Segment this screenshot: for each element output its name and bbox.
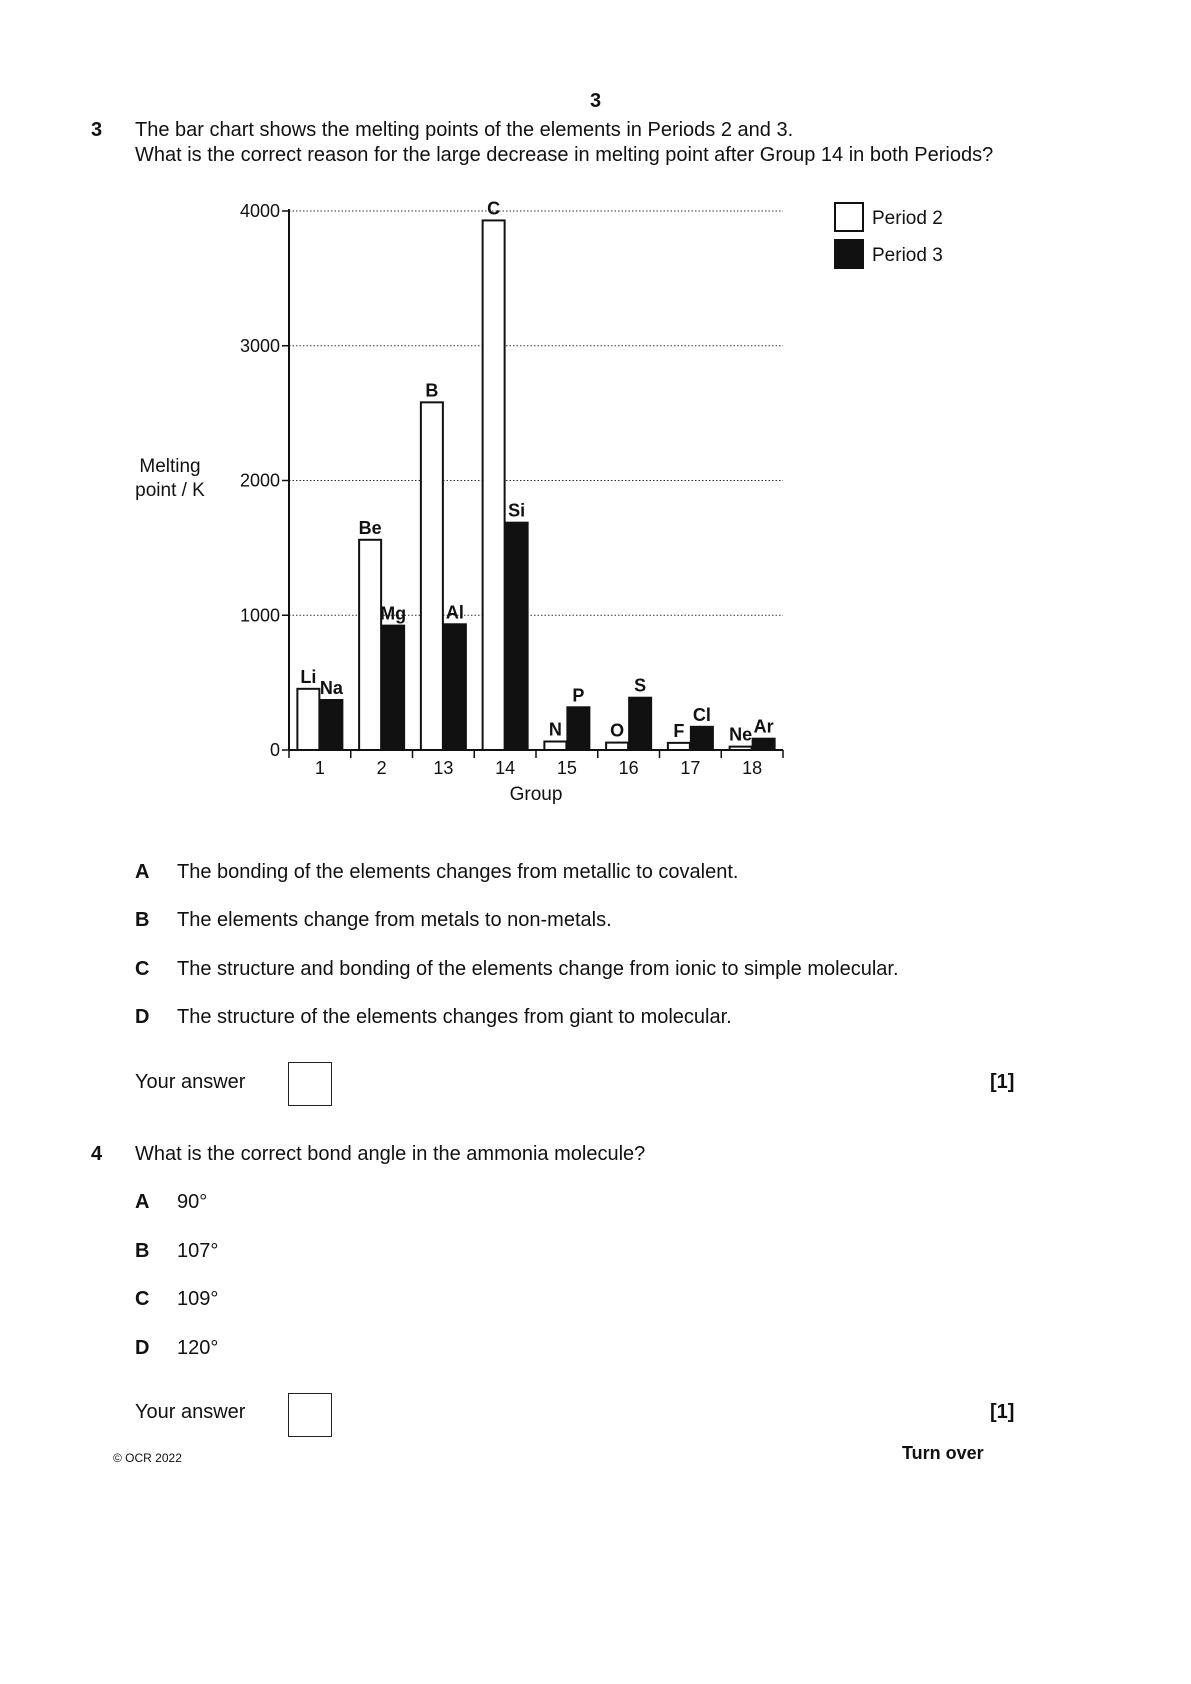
q4-option-a[interactable]	[135, 1191, 149, 1214]
bar-label-c: C	[487, 198, 501, 219]
bar-label-si: Si	[508, 500, 526, 521]
x-tick-label-group-2: 2	[376, 758, 387, 778]
q3-option-a-letter: A	[135, 861, 150, 883]
q4-option-c-text: 109°	[177, 1288, 219, 1310]
bar-al	[444, 624, 466, 750]
q4-option-b-text: 107°	[177, 1240, 219, 1262]
bar-label-n: N	[548, 719, 562, 740]
x-tick-label-group-13: 13	[433, 758, 454, 778]
bar-ar	[753, 739, 775, 750]
q4-option-d-text: 120°	[177, 1337, 219, 1359]
legend-swatch-period-2	[835, 203, 863, 231]
y-tick-label-2000: 2000	[239, 470, 280, 491]
x-tick-label-group-17: 17	[680, 758, 701, 778]
y-tick-label-3000: 3000	[239, 335, 280, 356]
x-tick-label-group-14: 14	[495, 758, 516, 778]
question-3-stem-line-2: What is the correct reason for the large decrease in melting point after Group 14 in both Periods?	[135, 144, 994, 166]
q4-option-c-letter: C	[135, 1288, 150, 1310]
bar-s	[629, 698, 651, 750]
q3-answer-label: Your answer	[135, 1071, 246, 1093]
q3-option-c-text: The structure and bonding of the elements change from ionic to simple molecular.	[177, 958, 899, 980]
bar-label-ar: Ar	[753, 716, 774, 737]
bar-label-na: Na	[319, 678, 343, 699]
y-axis-title-line-2: point / K	[135, 480, 205, 501]
bar-cl	[691, 727, 713, 750]
legend-label-period-3: Period 3	[872, 245, 943, 266]
y-tick-label-1000: 1000	[239, 605, 280, 626]
q4-option-a-letter: A	[135, 1191, 150, 1213]
bar-f	[668, 743, 690, 750]
bar-label-be: Be	[358, 517, 382, 538]
copyright-notice: © OCR 2022	[113, 1451, 182, 1465]
q3-option-a[interactable]	[135, 861, 149, 884]
bar-c	[483, 220, 505, 750]
q3-option-d[interactable]	[135, 1006, 149, 1029]
q4-option-d[interactable]	[135, 1337, 149, 1360]
y-tick-label-4000: 4000	[239, 201, 280, 221]
q3-option-d-text: The structure of the elements changes from giant to molecular.	[177, 1006, 732, 1028]
bar-label-ne: Ne	[729, 724, 753, 745]
turn-over-label: Turn over	[902, 1443, 984, 1463]
q4-option-d-letter: D	[135, 1337, 150, 1359]
bar-mg	[382, 626, 404, 750]
q4-option-b[interactable]	[135, 1240, 149, 1263]
x-axis-title: Group	[509, 784, 563, 805]
question-4-stem: What is the correct bond angle in the ammonia molecule?	[135, 1143, 646, 1165]
bar-b	[421, 402, 443, 750]
bar-li	[297, 689, 319, 750]
bar-p	[567, 707, 589, 750]
q3-option-a-text: The bonding of the elements changes from metallic to covalent.	[177, 861, 739, 883]
bar-label-f: F	[673, 720, 685, 741]
bar-label-p: P	[572, 685, 585, 706]
q4-answer-label: Your answer	[135, 1401, 246, 1423]
q3-option-b-letter: B	[135, 909, 150, 931]
bar-label-b: B	[425, 380, 439, 401]
q3-option-b[interactable]	[135, 909, 149, 932]
y-tick-label-0: 0	[269, 740, 280, 760]
q3-option-d-letter: D	[135, 1006, 150, 1028]
q3-marks: [1]	[990, 1071, 1015, 1093]
q4-option-a-text: 90°	[177, 1191, 208, 1213]
bar-label-al: Al	[445, 602, 464, 623]
bar-si	[506, 523, 528, 750]
q3-option-b-text: The elements change from metals to non-metals.	[177, 909, 612, 931]
question-3-number: 3	[91, 119, 103, 141]
x-tick-label-group-15: 15	[556, 758, 577, 778]
bar-label-li: Li	[300, 666, 317, 687]
q4-option-c[interactable]	[135, 1288, 149, 1311]
question-3-stem-line-1: The bar chart shows the melting points of the elements in Periods 2 and 3.	[135, 119, 794, 141]
legend-label-period-2: Period 2	[872, 208, 943, 229]
bar-label-o: O	[610, 720, 625, 741]
bar-o	[606, 743, 628, 750]
bar-label-cl: Cl	[692, 704, 711, 725]
q3-answer-box[interactable]	[288, 1062, 332, 1106]
x-tick-label-group-16: 16	[618, 758, 639, 778]
y-axis-title-line-1: Melting	[139, 456, 201, 477]
x-tick-label-group-1: 1	[314, 758, 325, 778]
q3-option-c-letter: C	[135, 958, 150, 980]
q4-answer-box[interactable]	[288, 1393, 332, 1437]
bar-label-mg: Mg	[380, 603, 407, 624]
q3-option-c[interactable]	[135, 958, 149, 981]
bar-be	[359, 540, 381, 750]
bar-label-s: S	[634, 675, 647, 696]
page-number: 3	[589, 90, 602, 112]
bar-n	[544, 742, 566, 750]
q4-option-b-letter: B	[135, 1240, 150, 1262]
x-tick-label-group-18: 18	[742, 758, 763, 778]
q4-marks: [1]	[990, 1401, 1015, 1423]
legend-swatch-period-3	[835, 240, 863, 268]
bar-na	[320, 700, 342, 750]
question-4-number: 4	[91, 1143, 103, 1165]
